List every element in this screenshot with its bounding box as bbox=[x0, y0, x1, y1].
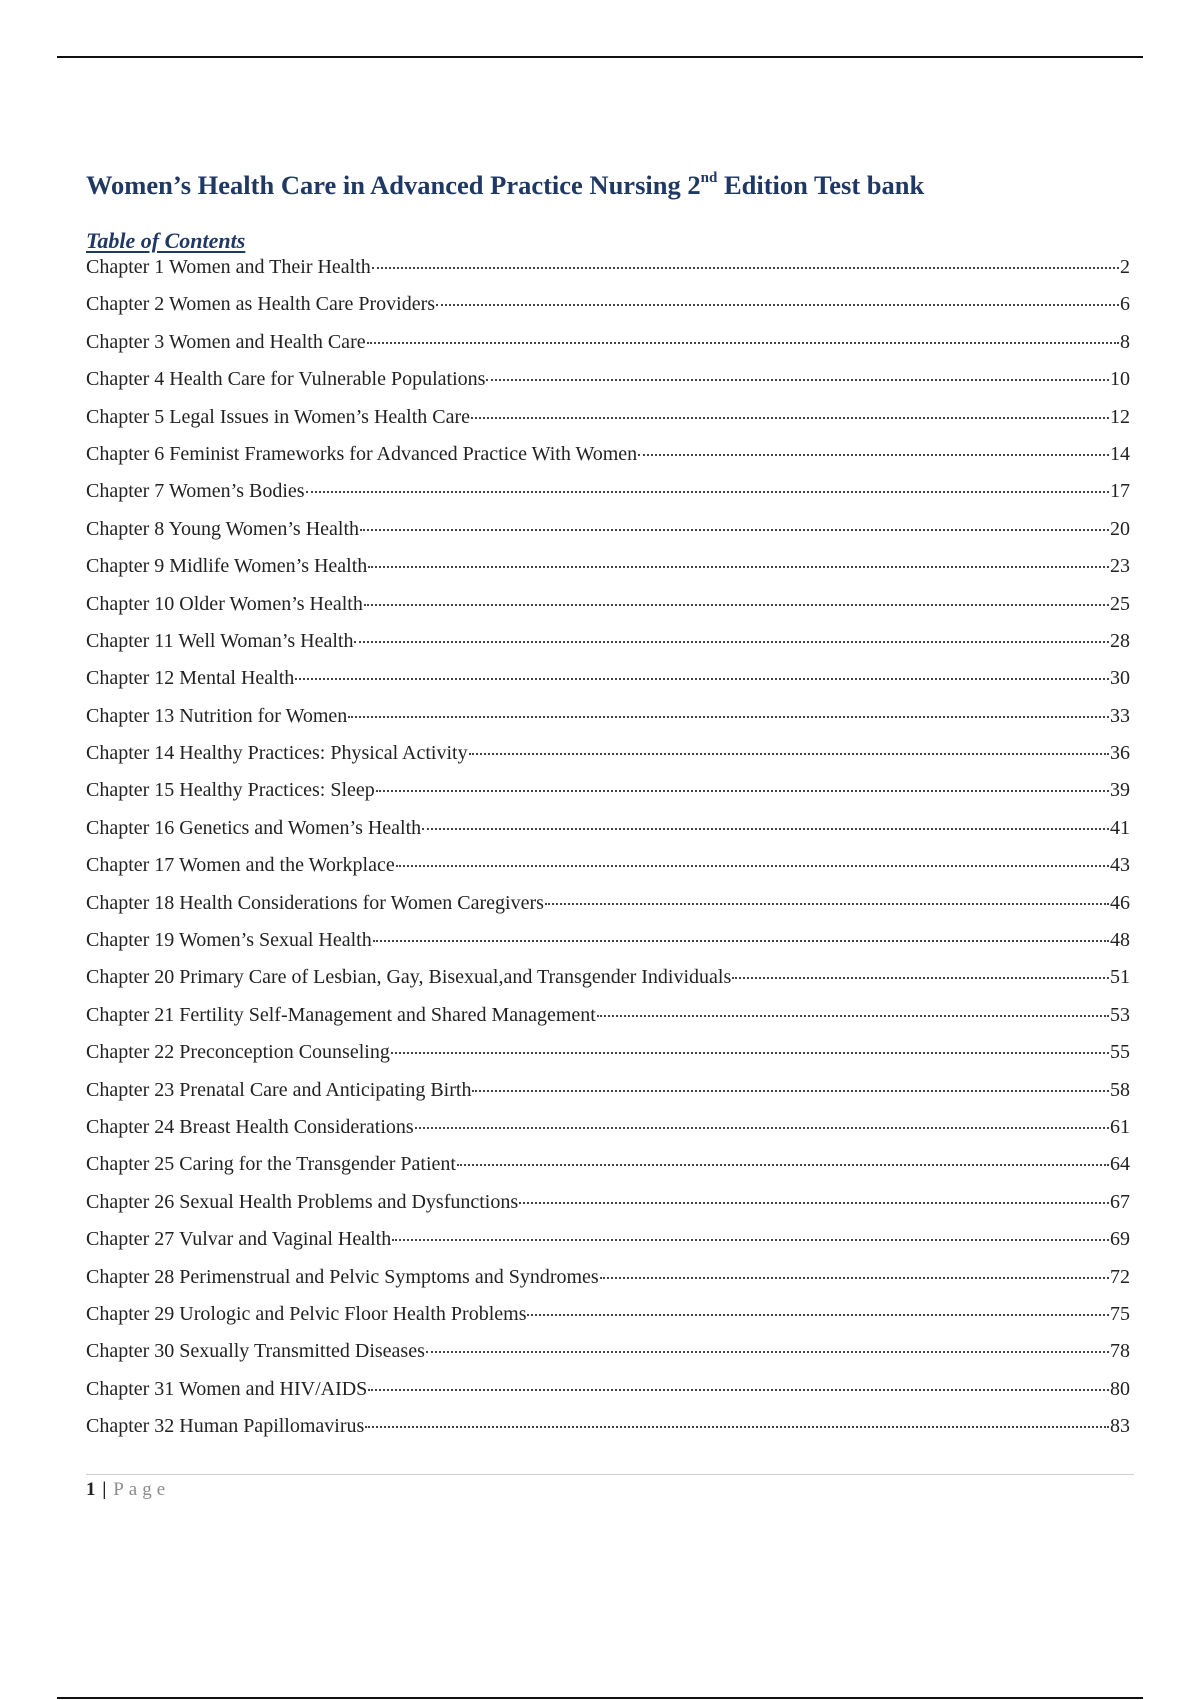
footer-separator: | bbox=[102, 1479, 107, 1500]
toc-entry-label[interactable]: Chapter 2 Women as Health Care Providers bbox=[86, 293, 436, 316]
toc-entry-page[interactable]: 64 bbox=[1110, 1153, 1130, 1176]
toc-dot-leader bbox=[368, 566, 1109, 568]
toc-dot-leader bbox=[436, 304, 1119, 306]
toc-entry-page[interactable]: 39 bbox=[1110, 779, 1130, 802]
toc-entry[interactable] bbox=[86, 854, 1130, 891]
toc-entry-label[interactable]: Chapter 24 Breast Health Considerations bbox=[86, 1115, 414, 1138]
toc-dot-leader bbox=[469, 753, 1109, 755]
toc-entry[interactable] bbox=[86, 1340, 1130, 1377]
toc-dot-leader bbox=[367, 342, 1119, 344]
toc-dot-leader bbox=[360, 529, 1109, 531]
toc-entry-label[interactable]: Chapter 3 Women and Health Care bbox=[86, 330, 366, 353]
toc-entry[interactable] bbox=[86, 1079, 1130, 1116]
page-footer bbox=[86, 1479, 170, 1501]
toc-dot-leader bbox=[391, 1052, 1109, 1054]
toc-dot-leader bbox=[348, 716, 1109, 718]
toc-entry-page[interactable]: 58 bbox=[1110, 1078, 1130, 1101]
toc-entry-page[interactable]: 6 bbox=[1120, 293, 1130, 316]
toc-dot-leader bbox=[638, 454, 1109, 456]
toc-entry-page[interactable]: 10 bbox=[1110, 368, 1130, 391]
toc-entry-page[interactable]: 8 bbox=[1120, 330, 1130, 353]
toc-entry-label[interactable]: Chapter 10 Older Women’s Health bbox=[86, 592, 363, 615]
toc-entry-label[interactable]: Chapter 5 Legal Issues in Women’s Health Care bbox=[86, 405, 471, 428]
toc-entry-label[interactable]: Chapter 6 Feminist Frameworks for Advanced Practice With Women bbox=[86, 442, 638, 465]
toc-entry-label[interactable]: Chapter 19 Women’s Sexual Health bbox=[86, 929, 372, 952]
toc-entry-page[interactable]: 61 bbox=[1110, 1115, 1130, 1138]
toc-entry-page[interactable]: 75 bbox=[1110, 1302, 1130, 1325]
toc-entry[interactable] bbox=[86, 1116, 1130, 1153]
toc-dot-leader bbox=[426, 1351, 1109, 1353]
toc-entry-label[interactable]: Chapter 30 Sexually Transmitted Diseases bbox=[86, 1340, 425, 1363]
toc-entry[interactable] bbox=[86, 817, 1130, 854]
toc-entry[interactable] bbox=[86, 518, 1130, 555]
toc-entry[interactable] bbox=[86, 667, 1130, 704]
toc-entry-label[interactable]: Chapter 29 Urologic and Pelvic Floor Health Problems bbox=[86, 1302, 527, 1325]
toc-entry-label[interactable]: Chapter 18 Health Considerations for Women Caregivers bbox=[86, 891, 544, 914]
toc-entry[interactable] bbox=[86, 1041, 1130, 1078]
toc-dot-leader bbox=[306, 491, 1109, 493]
toc-entry-label[interactable]: Chapter 31 Women and HIV/AIDS bbox=[86, 1377, 368, 1400]
toc-entry-label[interactable]: Chapter 13 Nutrition for Women bbox=[86, 704, 348, 727]
toc-entry-page[interactable]: 83 bbox=[1110, 1415, 1130, 1438]
toc-entry-page[interactable]: 33 bbox=[1110, 704, 1130, 727]
bottom-rule bbox=[57, 1697, 1143, 1699]
title-main: Women’s Health Care in Advanced Practice Nursing 2 bbox=[86, 170, 701, 200]
toc-dot-leader bbox=[376, 790, 1109, 792]
toc-entry[interactable] bbox=[86, 331, 1130, 368]
toc-entry[interactable] bbox=[86, 742, 1130, 779]
title-superscript: nd bbox=[700, 170, 718, 186]
toc-entry[interactable] bbox=[86, 1266, 1130, 1303]
toc-entry[interactable] bbox=[86, 1378, 1130, 1415]
toc-dot-leader bbox=[457, 1164, 1109, 1166]
toc-entry-label[interactable]: Chapter 32 Human Papillomavirus bbox=[86, 1415, 365, 1438]
toc-entry-label[interactable]: Chapter 23 Prenatal Care and Anticipating Birth bbox=[86, 1078, 472, 1101]
toc-entry-label[interactable]: Chapter 22 Preconception Counseling bbox=[86, 1041, 390, 1064]
toc-entry-label[interactable]: Chapter 8 Young Women’s Health bbox=[86, 517, 360, 540]
toc-entry-label[interactable]: Chapter 20 Primary Care of Lesbian, Gay, Bisexual,and Transgender Individuals bbox=[86, 966, 732, 989]
toc-entry-label[interactable]: Chapter 15 Healthy Practices: Sleep bbox=[86, 779, 375, 802]
toc-entry-label[interactable]: Chapter 28 Perimenstrual and Pelvic Symptoms and Syndromes bbox=[86, 1265, 599, 1288]
toc-entry-page[interactable]: 72 bbox=[1110, 1265, 1130, 1288]
title-tail: Edition Test bank bbox=[717, 170, 925, 200]
toc-entry-label[interactable]: Chapter 27 Vulvar and Vaginal Health bbox=[86, 1228, 392, 1251]
toc-dot-leader bbox=[365, 1426, 1109, 1428]
toc-entry-page[interactable]: 36 bbox=[1110, 742, 1130, 765]
toc-entry-label[interactable]: Chapter 9 Midlife Women’s Health bbox=[86, 555, 368, 578]
toc-entry[interactable] bbox=[86, 593, 1130, 630]
toc-entry[interactable] bbox=[86, 256, 1130, 293]
toc-dot-leader bbox=[597, 1015, 1109, 1017]
toc-dot-leader bbox=[354, 641, 1109, 643]
toc-entry-page[interactable]: 69 bbox=[1110, 1228, 1130, 1251]
toc-entry-label[interactable]: Chapter 21 Fertility Self-Management and Shared Management bbox=[86, 1003, 596, 1026]
document-title bbox=[86, 170, 924, 201]
toc-entry-label[interactable]: Chapter 7 Women’s Bodies bbox=[86, 480, 305, 503]
toc-dot-leader bbox=[527, 1314, 1109, 1316]
toc-dot-leader bbox=[600, 1277, 1109, 1279]
toc-entry[interactable] bbox=[86, 406, 1130, 443]
toc-entry[interactable] bbox=[86, 630, 1130, 667]
toc-entry-page[interactable]: 20 bbox=[1110, 517, 1130, 540]
toc-dot-leader bbox=[471, 417, 1109, 419]
toc-entry-label[interactable]: Chapter 26 Sexual Health Problems and Dysfunctions bbox=[86, 1190, 519, 1213]
toc-entry-page[interactable]: 17 bbox=[1110, 480, 1130, 503]
toc-entry-page[interactable]: 2 bbox=[1120, 256, 1130, 278]
toc-entry[interactable] bbox=[86, 1415, 1130, 1452]
toc-entry[interactable] bbox=[86, 1303, 1130, 1340]
toc-dot-leader bbox=[368, 1389, 1109, 1391]
toc-entry-page[interactable]: 23 bbox=[1110, 555, 1130, 578]
toc-entry[interactable] bbox=[86, 1004, 1130, 1041]
toc-entry-label[interactable]: Chapter 12 Mental Health bbox=[86, 667, 295, 690]
toc-entry[interactable] bbox=[86, 443, 1130, 480]
toc-entry[interactable] bbox=[86, 1228, 1130, 1265]
toc-entry[interactable] bbox=[86, 705, 1130, 742]
toc-entry-label[interactable]: Chapter 11 Well Woman’s Health bbox=[86, 629, 354, 652]
toc-dot-leader bbox=[415, 1127, 1109, 1129]
toc-dot-leader bbox=[364, 604, 1109, 606]
header-rule bbox=[57, 56, 1143, 58]
toc-entry-label[interactable]: Chapter 4 Health Care for Vulnerable Populations bbox=[86, 368, 486, 391]
toc-dot-leader bbox=[472, 1090, 1109, 1092]
toc-entry[interactable] bbox=[86, 293, 1130, 330]
toc-entry-page[interactable]: 41 bbox=[1110, 816, 1130, 839]
page-number: 1 bbox=[86, 1479, 96, 1500]
toc-entry-page[interactable]: 43 bbox=[1110, 854, 1130, 877]
toc-dot-leader bbox=[396, 865, 1109, 867]
toc-entry-label[interactable]: Chapter 25 Caring for the Transgender Patient bbox=[86, 1153, 456, 1176]
toc-dot-leader bbox=[519, 1202, 1109, 1204]
toc-dot-leader bbox=[372, 267, 1119, 269]
toc-entry-page[interactable]: 51 bbox=[1110, 966, 1130, 989]
toc-entry-label[interactable]: Chapter 16 Genetics and Women’s Health bbox=[86, 816, 422, 839]
toc-entry-page[interactable]: 78 bbox=[1110, 1340, 1130, 1363]
toc-entry[interactable] bbox=[86, 929, 1130, 966]
toc-dot-leader bbox=[422, 828, 1109, 830]
toc-dot-leader bbox=[392, 1239, 1109, 1241]
toc-entry-page[interactable]: 12 bbox=[1110, 405, 1130, 428]
toc-entry[interactable] bbox=[86, 779, 1130, 816]
toc-entry-page[interactable]: 80 bbox=[1110, 1377, 1130, 1400]
toc-entry-page[interactable]: 25 bbox=[1110, 592, 1130, 615]
toc-entry-page[interactable]: 46 bbox=[1110, 891, 1130, 914]
toc-entry[interactable] bbox=[86, 1153, 1130, 1190]
toc-entry-page[interactable]: 48 bbox=[1110, 929, 1130, 952]
toc-entry-page[interactable]: 67 bbox=[1110, 1190, 1130, 1213]
table-of-contents bbox=[86, 256, 1130, 1453]
toc-entry[interactable] bbox=[86, 555, 1130, 592]
footer-rule bbox=[86, 1474, 1134, 1475]
toc-entry-page[interactable]: 28 bbox=[1110, 629, 1130, 652]
toc-dot-leader bbox=[732, 977, 1109, 979]
toc-entry-label[interactable]: Chapter 1 Women and Their Health bbox=[86, 256, 371, 278]
toc-dot-leader bbox=[486, 379, 1109, 381]
toc-heading[interactable]: Table of Contents bbox=[86, 228, 246, 253]
page-word: Page bbox=[113, 1479, 171, 1500]
toc-entry[interactable] bbox=[86, 966, 1130, 1003]
toc-entry-page[interactable]: 14 bbox=[1110, 442, 1130, 465]
toc-entry[interactable] bbox=[86, 480, 1130, 517]
toc-entry-label[interactable]: Chapter 17 Women and the Workplace bbox=[86, 854, 395, 877]
toc-entry-label[interactable]: Chapter 14 Healthy Practices: Physical Activity bbox=[86, 742, 468, 765]
toc-entry[interactable] bbox=[86, 892, 1130, 929]
toc-entry[interactable] bbox=[86, 1191, 1130, 1228]
toc-entry-page[interactable]: 55 bbox=[1110, 1041, 1130, 1064]
toc-entry-page[interactable]: 53 bbox=[1110, 1003, 1130, 1026]
toc-dot-leader bbox=[295, 678, 1109, 680]
toc-dot-leader bbox=[373, 940, 1109, 942]
toc-entry-page[interactable]: 30 bbox=[1110, 667, 1130, 690]
toc-entry[interactable] bbox=[86, 368, 1130, 405]
toc-dot-leader bbox=[545, 903, 1109, 905]
